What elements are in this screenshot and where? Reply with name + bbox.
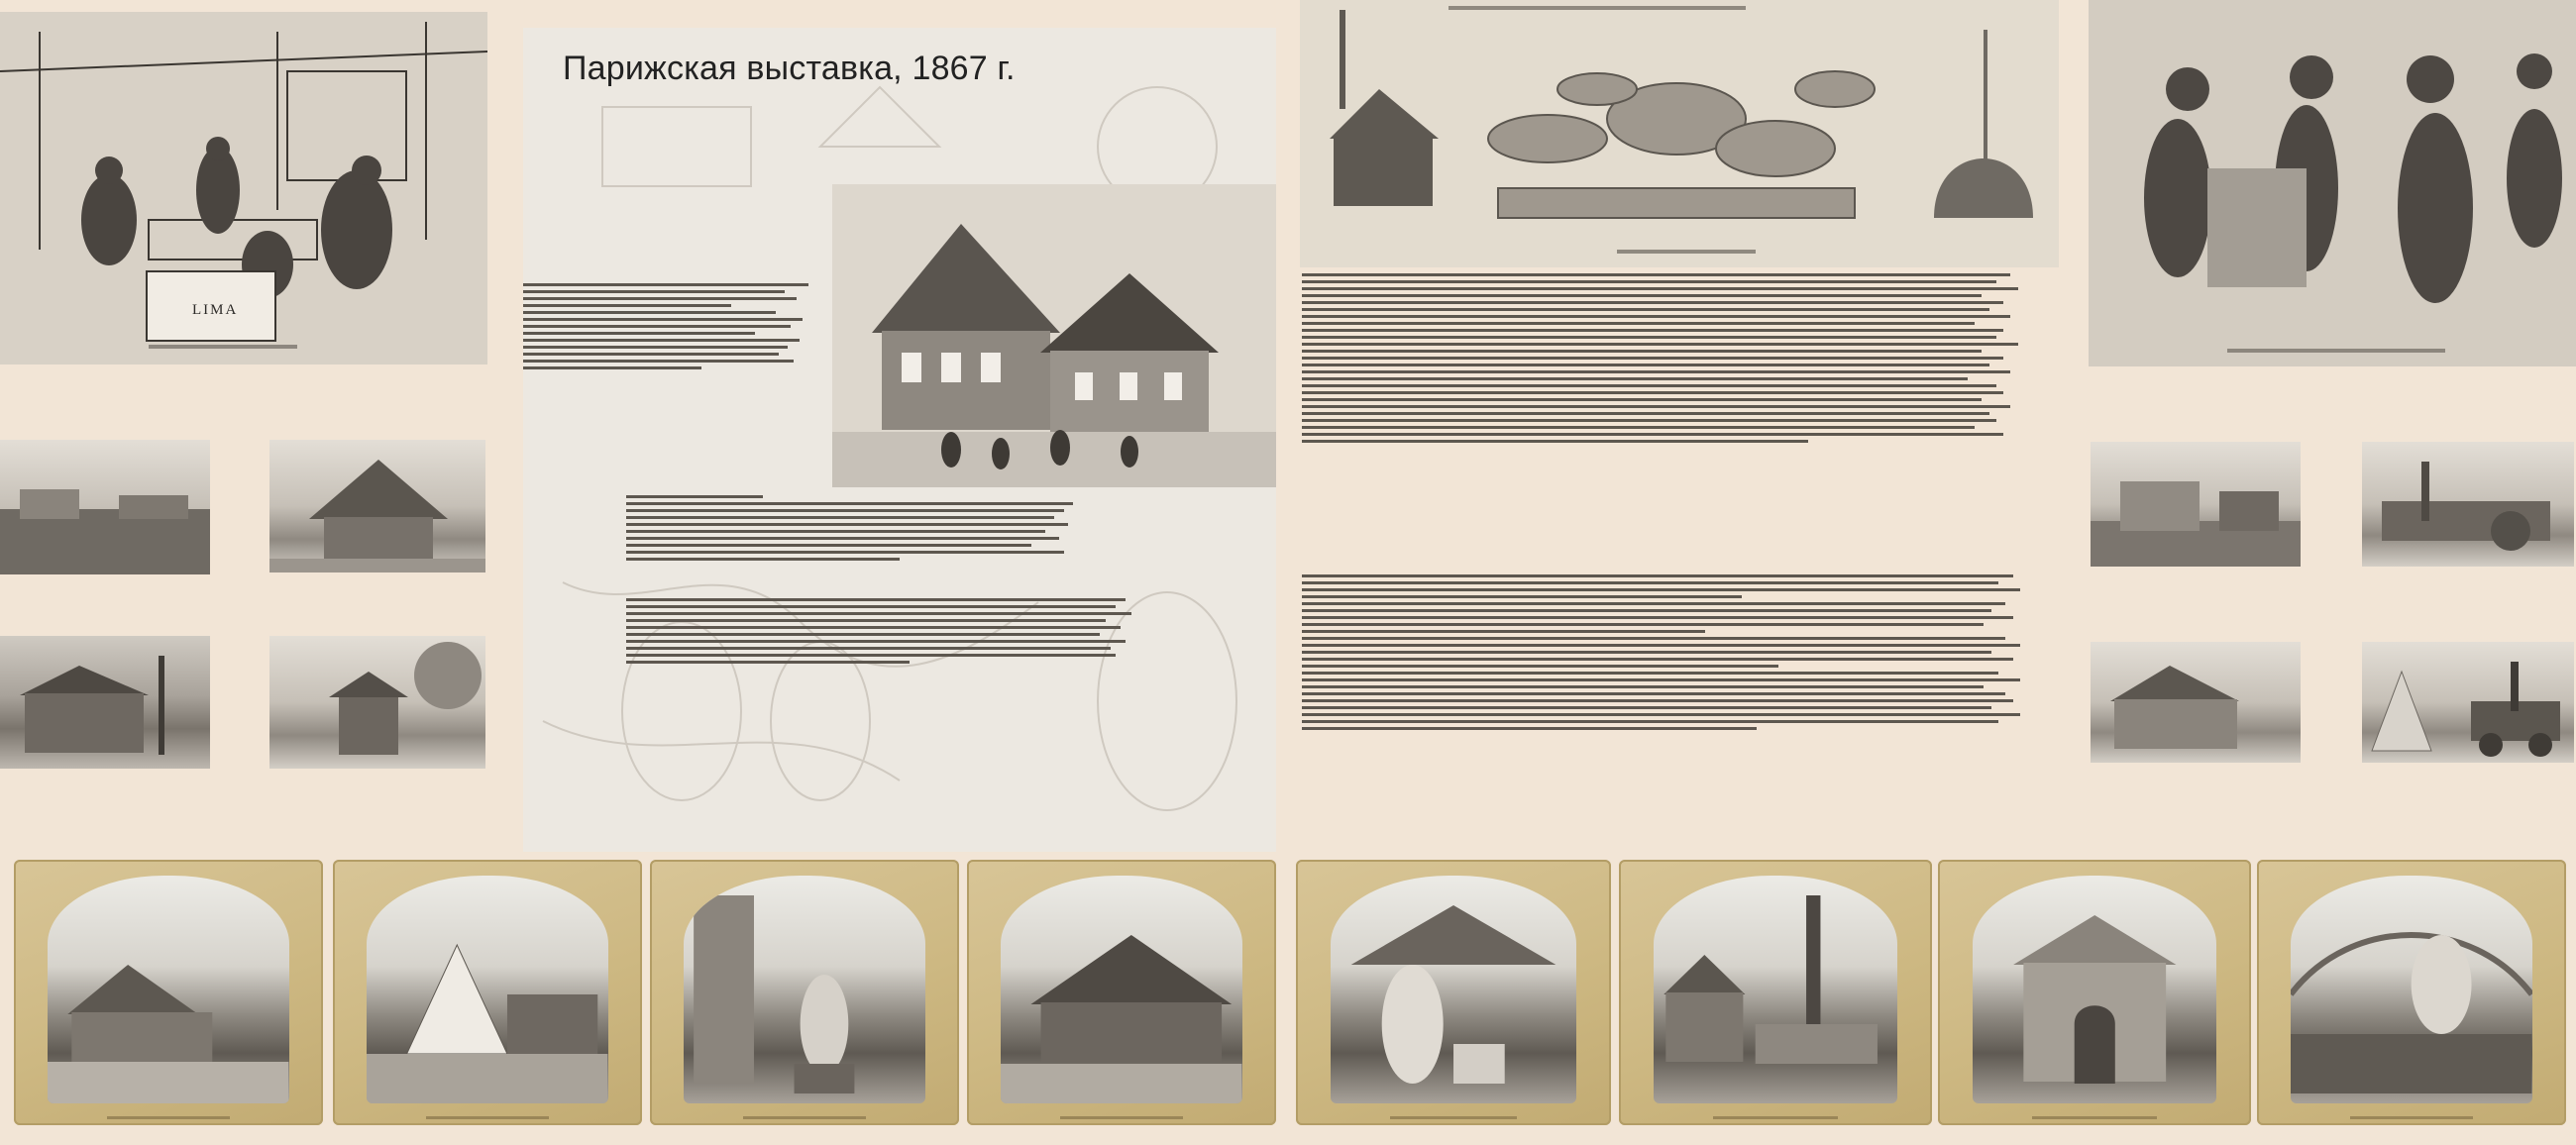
main-text-block	[626, 495, 1082, 565]
right-text-column-2	[1302, 574, 2035, 734]
stereo-card-5	[1296, 860, 1611, 1125]
photo-tent-locomotive	[2362, 642, 2574, 763]
engraving-pavilion	[832, 184, 1276, 487]
stereo-card-6	[1619, 860, 1932, 1125]
stereo-card-3	[650, 860, 959, 1125]
intro-text-block	[523, 283, 820, 373]
page-title: Парижская выставка, 1867 г.	[563, 50, 1016, 87]
photo-machinery	[2362, 442, 2574, 567]
plan-icon	[1300, 0, 2059, 267]
photo-city-panorama	[0, 440, 210, 574]
engraving-workshop	[0, 12, 487, 364]
right-text-column-1	[1302, 273, 2025, 447]
stereo-card-4	[967, 860, 1276, 1125]
pavilion-icon	[832, 184, 1276, 487]
photo-wooden-house	[269, 440, 485, 572]
stereo-card-7	[1938, 860, 2251, 1125]
photo-exhibit-hall	[2091, 642, 2301, 763]
stereo-card-8	[2257, 860, 2566, 1125]
plan-sheet	[1300, 0, 2059, 267]
workshop-illustration	[0, 12, 487, 364]
second-text-block	[626, 598, 1141, 668]
laborers-illustration	[2089, 0, 2576, 366]
workshop-board-text: LIMA	[192, 302, 239, 318]
photo-pavilion-street	[0, 636, 210, 769]
photo-garden-building	[269, 636, 485, 769]
stereo-card-1	[14, 860, 323, 1125]
engraving-laborers	[2089, 0, 2576, 366]
photo-rooftops	[2091, 442, 2301, 567]
stereo-card-2	[333, 860, 642, 1125]
